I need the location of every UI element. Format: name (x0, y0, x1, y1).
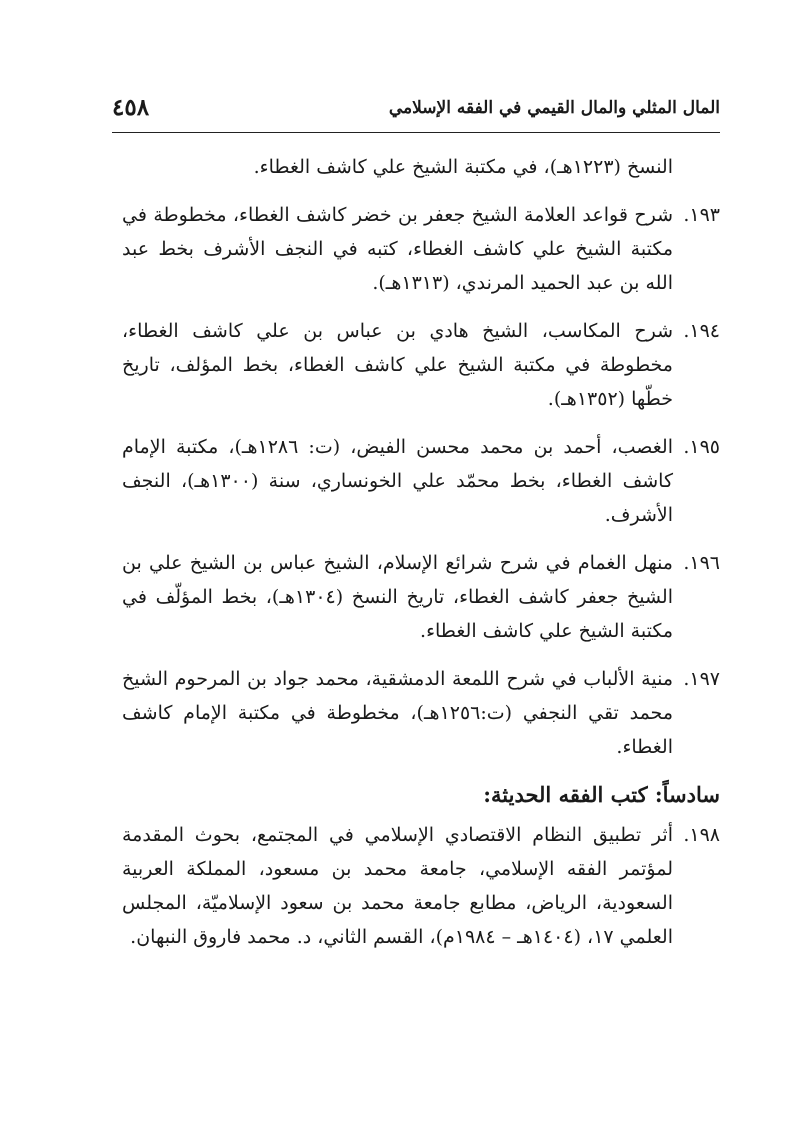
entry-number: ١٩٦. (683, 552, 720, 574)
entry-text: الغصب، أحمد بن محمد محسن الفيض، (ت: ١٢٨٦هـ)، مكتبة الإمام كاشف الغطاء، بخط محمّد علي الخونساري، سنة (١٣٠٠هـ)، النجف الأشرف. (122, 436, 673, 526)
entry-text: شرح قواعد العلامة الشيخ جعفر بن خضر كاشف الغطاء، مخطوطة في مكتبة الشيخ علي كاشف الغطاء، كتبه في النجف الأشرف بخط عبد الله بن عبد الحميد المرندي، (١٣١٣هـ). (122, 204, 673, 294)
running-title: المال المثلي والمال القيمي في الفقه الإسلامي (388, 98, 720, 118)
entry-text: منهل الغمام في شرح شرائع الإسلام، الشيخ عباس بن الشيخ علي بن الشيخ جعفر كاشف الغطاء، تاريخ النسخ (١٣٠٤هـ)، بخط المؤلّف في مكتبة الشيخ علي كاشف الغطاء. (122, 552, 673, 642)
bibliography-entry (122, 662, 720, 764)
entry-text: أثر تطبيق النظام الاقتصادي الإسلامي في المجتمع، بحوث المقدمة لمؤتمر الفقه الإسلامي، جامعة محمد بن مسعود، المملكة العربية السعودية، الرياض، مطابع جامعة محمد بن سعود الإسلاميّة، المجلس العلمي ١٧، (١٤٠٤هـ – ١٩٨٤م)، القسم الثاني، د. محمد فاروق النبهان. (122, 824, 673, 948)
entry-number: ١٩٧. (683, 668, 720, 690)
page-number: ٤٥٨ (112, 94, 150, 121)
bibliography-entry (122, 430, 720, 532)
entry-number: ١٩٤. (683, 320, 720, 342)
bibliography-entry (122, 546, 720, 648)
entry-number: ١٩٣. (683, 204, 720, 226)
bibliography-entry (122, 198, 720, 300)
entry-number: ١٩٨. (683, 824, 720, 846)
section-heading: سادساً: كتب الفقه الحديثة: (483, 782, 720, 807)
page-header (112, 88, 720, 133)
entry-text: شرح المكاسب، الشيخ هادي بن عباس بن علي كاشف الغطاء، مخطوطة في مكتبة الشيخ علي كاشف الغطاء، بخط المؤلف، تاريخ خطّها (١٣٥٢هـ). (122, 320, 673, 410)
bibliography-entry (122, 818, 720, 954)
continuation-text: النسخ (١٢٢٣هـ)، في مكتبة الشيخ علي كاشف الغطاء. (253, 156, 673, 178)
entry-text: منية الألباب في شرح اللمعة الدمشقية، محمد جواد بن المرحوم الشيخ محمد تقي النجفي (ت:١٢٥٦هـ)، مخطوطة في مكتبة الإمام كاشف الغطاء. (122, 668, 673, 758)
page-body (122, 150, 720, 968)
bibliography-entry (122, 314, 720, 416)
entry-number: ١٩٥. (683, 436, 720, 458)
